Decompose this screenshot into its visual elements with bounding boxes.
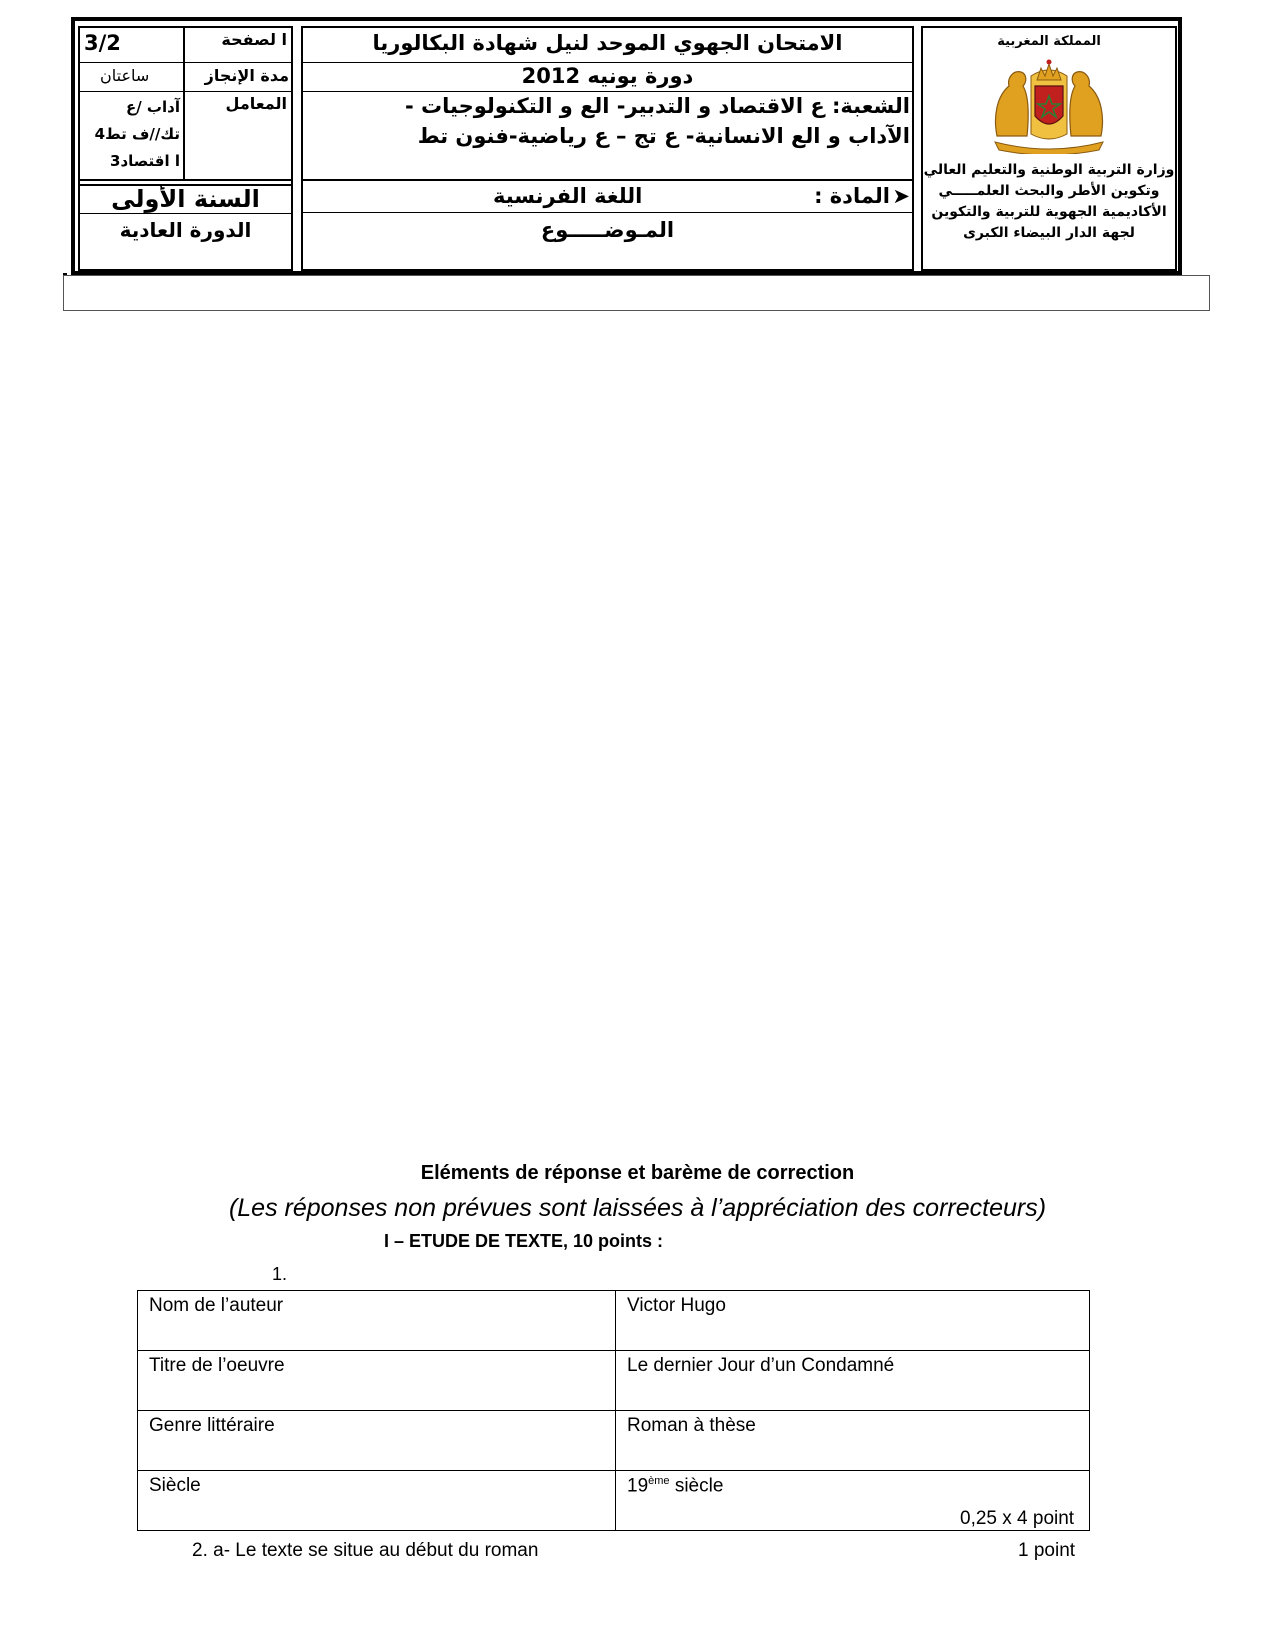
kingdom-name: المملكة المغربية — [997, 34, 1101, 49]
exam-header — [71, 17, 1182, 275]
header-underline-box — [63, 275, 1210, 311]
year-label: السنة الأولى — [111, 185, 260, 213]
table-cell-label: Genre littéraire — [138, 1411, 616, 1471]
ministry-line-4: لجهة الدار البيضاء الكبرى — [963, 225, 1135, 241]
arrow-bullet-icon: ➤ — [892, 184, 910, 208]
duration-value: ساعتان — [100, 66, 150, 85]
page-label: ا لصفحة — [221, 30, 287, 49]
moroccan-coat-of-arms-icon — [987, 56, 1111, 154]
branch-line-1: الشعبة: ع الاقتصاد و التدبير- الع و التكنولوجيات - — [405, 94, 910, 118]
ministry-line-3: الأكاديمية الجهوية للتربية والتكوين — [931, 204, 1167, 220]
topic-label: المـوضـــــوع — [540, 218, 675, 242]
duration-label: مدة الإنجاز — [204, 66, 289, 85]
table-cell-value: Victor Hugo — [616, 1291, 1090, 1351]
exam-title-block — [301, 26, 914, 271]
score-question-2a: 1 point — [1018, 1540, 1076, 1561]
exam-session: دورة يونيه 2012 — [521, 64, 694, 88]
century-number: 19 — [627, 1475, 649, 1497]
subject-label: المادة : — [814, 184, 890, 208]
table-cell-label: Titre de l’oeuvre — [138, 1351, 616, 1411]
session-label: الدورة العادية — [119, 218, 252, 242]
table-row — [138, 1411, 1090, 1471]
answers-table — [137, 1290, 1090, 1531]
century-word: siècle — [669, 1475, 724, 1497]
coef-label: المعامل — [225, 94, 287, 113]
table-cell-label: Siècle — [138, 1471, 616, 1531]
page-number: 3/2 — [84, 31, 121, 55]
table-cell-value: Roman à thèse — [616, 1411, 1090, 1471]
century-superscript: ème — [648, 1475, 670, 1487]
exam-info-block — [78, 26, 293, 271]
coef-line-3: ا اقتصاد3 — [110, 152, 180, 170]
table-cell-label: Nom de l’auteur — [138, 1291, 616, 1351]
table-row — [138, 1351, 1090, 1411]
table-row — [138, 1471, 1090, 1531]
table-cell-value: Le dernier Jour d’un Condamné — [616, 1351, 1090, 1411]
section-heading: I – ETUDE DE TEXTE, 10 points : — [384, 1231, 664, 1251]
subject-value: اللغة الفرنسية — [493, 184, 643, 208]
question-2a: 2. a- Le texte se situe au début du roman — [192, 1540, 539, 1561]
ministry-block — [921, 26, 1177, 271]
coef-line-1: آداب /ع — [125, 98, 180, 116]
correction-subtitle: (Les réponses non prévues sont laissées à l’appréciation des correcteurs) — [228, 1194, 1047, 1222]
ministry-line-1: وزارة التربية الوطنية والتعليم العالي — [923, 162, 1175, 178]
exam-title: الامتحان الجهوي الموحد لنيل شهادة البكالوريا — [372, 31, 843, 55]
question-1-number: 1. — [272, 1264, 288, 1284]
coef-line-2: تك//ف تط4 — [94, 125, 180, 143]
table-row — [138, 1291, 1090, 1351]
branch-line-2: الآداب و الع الانسانية- ع تج – ع رياضية-فنون تط — [417, 124, 910, 148]
correction-title: Eléments de réponse et barème de correction — [420, 1162, 855, 1184]
ministry-line-2: وتكوين الأطر والبحث العلمـــــي — [938, 183, 1160, 199]
score-question-1: 0,25 x 4 point — [960, 1508, 1075, 1529]
